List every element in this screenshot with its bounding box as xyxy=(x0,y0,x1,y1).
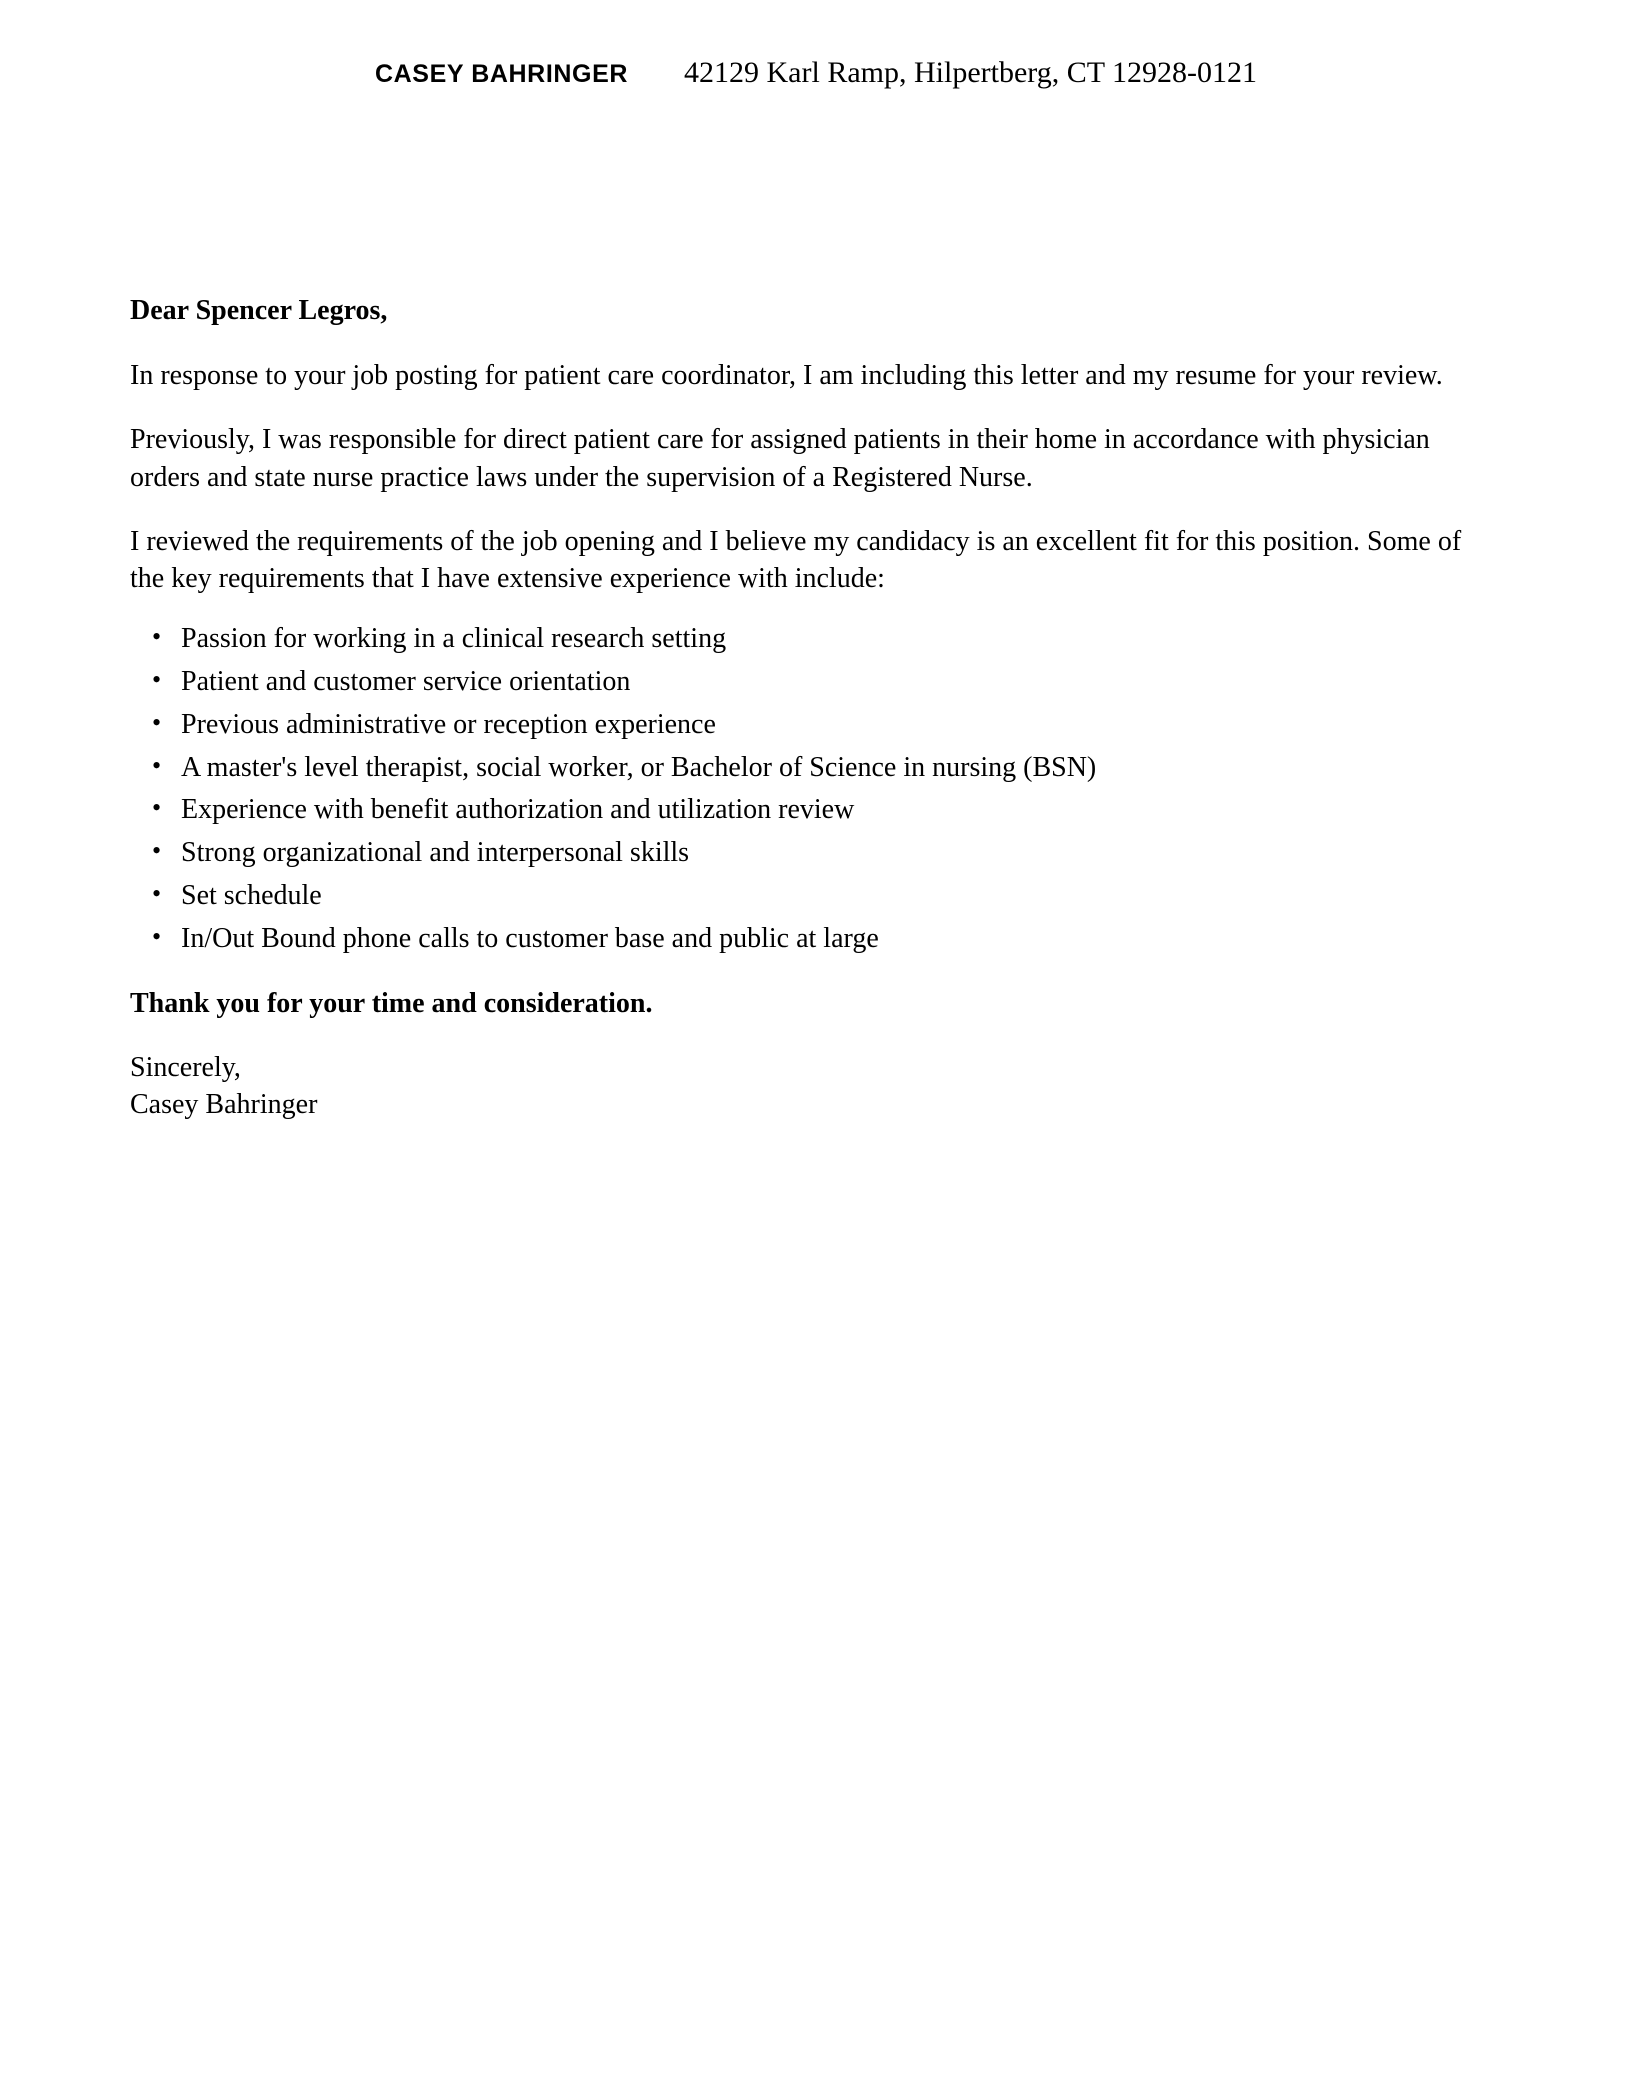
body-paragraph-2: Previously, I was responsible for direct patient care for assigned patients in their home in accordance with physician orders and state nurse practice laws under the supervision of a Registered Nurse. xyxy=(130,424,1430,493)
closing-statement: Thank you for your time and consideration. xyxy=(130,987,653,1019)
list-item: • Experience with benefit authorization and utilization review xyxy=(130,795,1490,826)
signoff-text: Sincerely, xyxy=(130,1051,241,1083)
letterhead-name: CASEY BAHRINGER xyxy=(374,60,629,88)
list-item: • In/Out Bound phone calls to customer base and public at large xyxy=(130,924,1490,955)
list-item: • Strong organizational and interpersonal skills xyxy=(130,838,1490,869)
list-item: • Patient and customer service orientation xyxy=(130,667,1490,698)
requirements-list xyxy=(130,624,1490,954)
letterhead xyxy=(0,58,1632,88)
list-item: • A master's level therapist, social worker, or Bachelor of Science in nursing (BSN) xyxy=(130,753,1490,784)
letterhead-address: 42129 Karl Ramp, Hilpertberg, CT 12928-0121 xyxy=(684,56,1258,89)
list-item: • Passion for working in a clinical research setting xyxy=(130,624,1490,655)
salutation: Dear Spencer Legros, xyxy=(130,295,388,326)
signature-block xyxy=(130,1050,1490,1124)
body-paragraph-3: I reviewed the requirements of the job opening and I believe my candidacy is an excellent fit for this position. Some of the key requirements that I have extensive experience with include: xyxy=(130,525,1462,595)
list-item: • Previous administrative or reception experience xyxy=(130,710,1490,741)
list-item: • Set schedule xyxy=(130,881,1490,912)
letter-body xyxy=(130,292,1490,1124)
signature-name: Casey Bahringer xyxy=(130,1088,318,1120)
body-paragraph-1: In response to your job posting for patient care coordinator, I am including this letter and my resume for your review. xyxy=(130,360,1443,392)
